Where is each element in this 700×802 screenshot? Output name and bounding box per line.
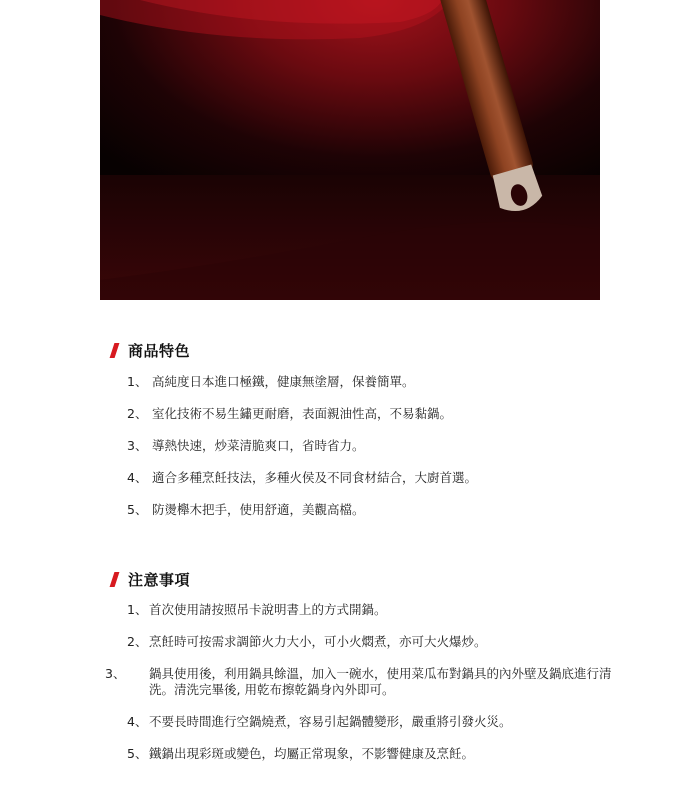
product-photo — [100, 0, 600, 300]
item-text: 導熱快速，炒菜清脆爽口，省時省力。 — [152, 438, 365, 453]
item-text: 鍋具使用後，利用鍋具餘溫，加入一碗水，使用菜瓜布對鍋具的內外壁及鍋底進行清洗。清洗完畢後, 用乾布擦乾鍋身內外即可。 — [149, 666, 612, 697]
item-number: 2、 — [127, 634, 148, 649]
item-text: 適合多種烹飪技法，多種火侯及不同食材結合，大廚首選。 — [152, 470, 478, 485]
list-item — [127, 438, 630, 454]
item-number: 5、 — [127, 746, 148, 761]
item-number: 5、 — [127, 502, 148, 517]
item-number: 1、 — [127, 374, 148, 389]
item-number: 4、 — [127, 470, 148, 485]
wok-handle-illustration — [100, 0, 600, 300]
item-number: 2、 — [127, 406, 148, 421]
item-number: 3、 — [105, 666, 126, 681]
list-item — [127, 502, 630, 518]
features-section — [110, 339, 630, 534]
precautions-list — [105, 602, 630, 762]
item-text: 首次使用請按照吊卡說明書上的方式開鍋。 — [149, 602, 387, 617]
item-number: 4、 — [127, 714, 148, 729]
precautions-section — [105, 568, 630, 778]
list-item — [127, 714, 630, 730]
list-item — [127, 406, 630, 422]
item-text: 高純度日本進口極鐵，健康無塗層，保養簡單。 — [152, 374, 415, 389]
item-text: 防燙櫸木把手，使用舒適，美觀高檔。 — [152, 502, 365, 517]
item-text: 烹飪時可按需求調節火力大小，可小火燜煮，亦可大火爆炒。 — [149, 634, 487, 649]
item-number: 1、 — [127, 602, 148, 617]
list-item — [105, 666, 630, 698]
section-title: 商品特色 — [128, 341, 191, 360]
list-item — [127, 470, 630, 486]
list-item — [127, 634, 630, 650]
slash-marker-icon — [110, 343, 120, 358]
slash-marker-icon — [110, 572, 120, 587]
item-text: 室化技術不易生鏽更耐磨，表面親油性高，不易黏鍋。 — [152, 406, 453, 421]
features-list — [127, 374, 630, 518]
item-text: 不要長時間進行空鍋燒煮，容易引起鍋體變形，嚴重將引發火災。 — [149, 714, 512, 729]
section-heading — [110, 568, 630, 590]
section-heading — [110, 339, 630, 361]
list-item — [127, 746, 630, 762]
item-text: 鐵鍋出現彩斑或變色，均屬正常現象，不影響健康及烹飪。 — [149, 746, 475, 761]
section-title: 注意事項 — [128, 570, 191, 589]
item-number: 3、 — [127, 438, 148, 453]
list-item — [127, 602, 630, 618]
list-item — [127, 374, 630, 390]
